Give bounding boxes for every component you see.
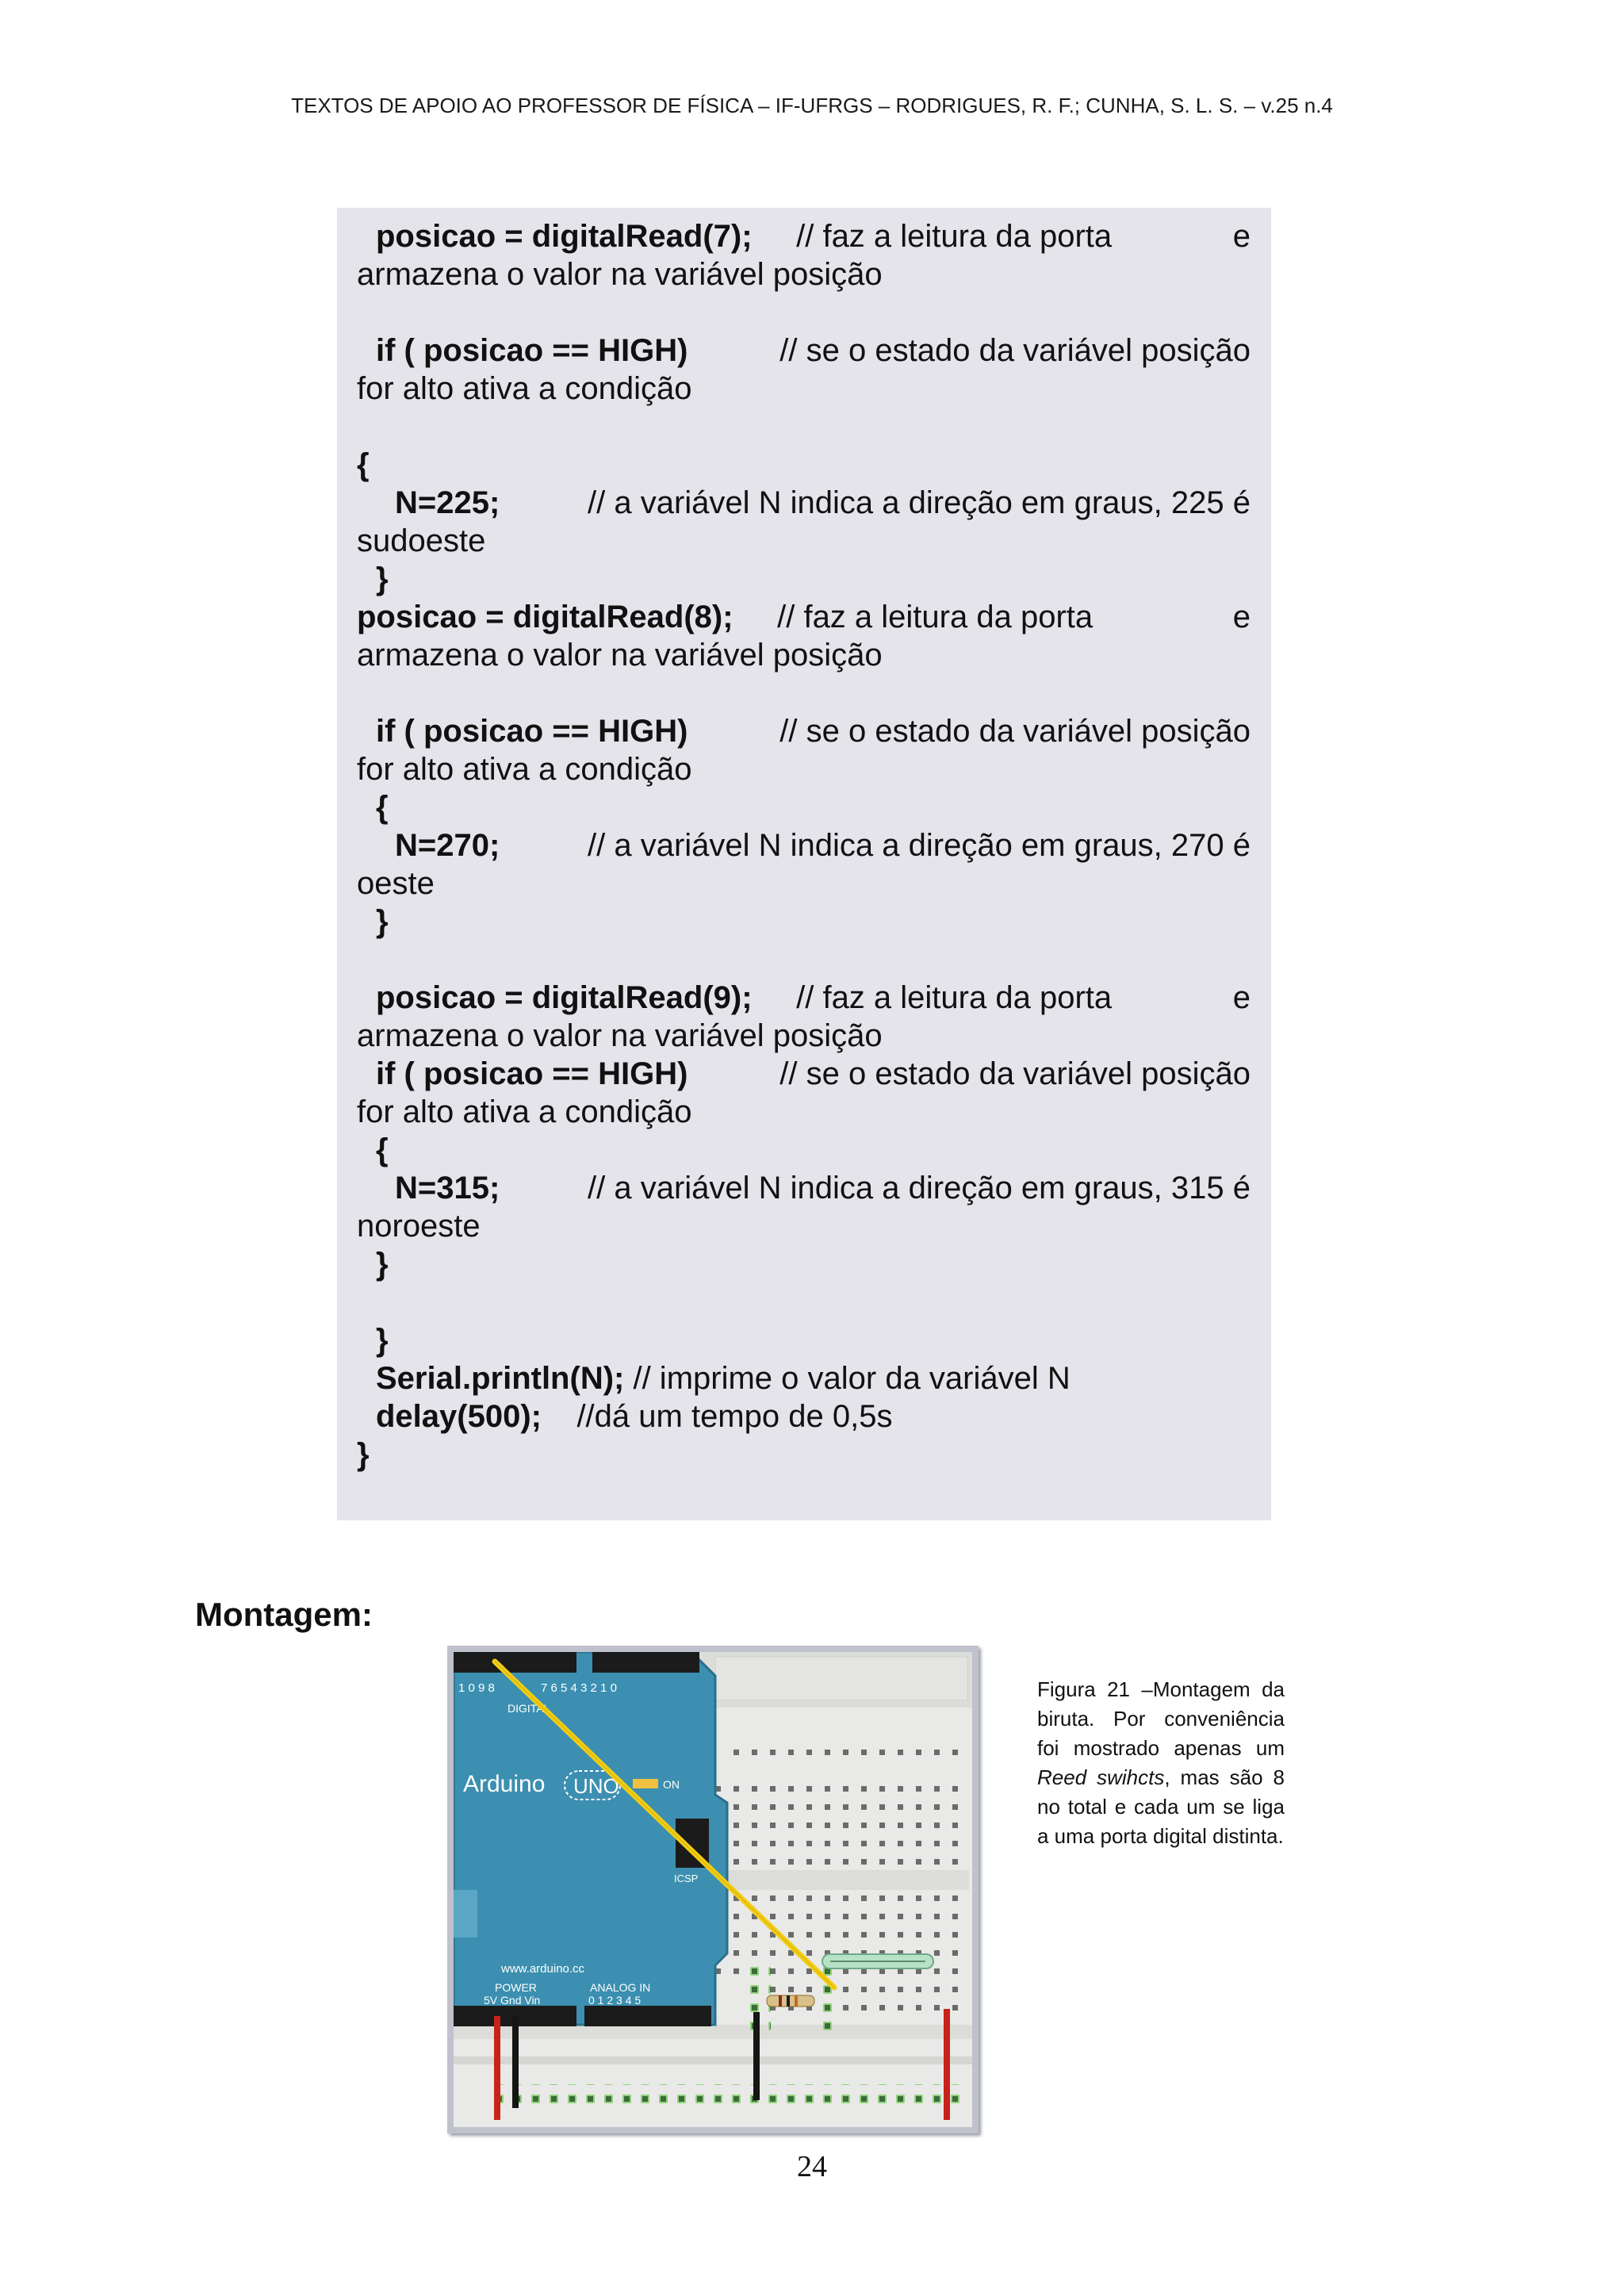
code-comment: e [1232, 219, 1251, 254]
code-comment-cont: armazena o valor na variável posição [357, 257, 883, 292]
code-comment: // imprime o valor da variável N [633, 1361, 1071, 1396]
code-brace: } [357, 1437, 370, 1472]
code-comment: e [1232, 600, 1251, 634]
svg-text:ANALOG IN: ANALOG IN [590, 1981, 651, 1994]
code-brace: } [376, 562, 389, 596]
code-brace: } [376, 904, 389, 939]
code-statement: if ( posicao == HIGH) [376, 1056, 688, 1091]
code-comment-cont: oeste [357, 866, 435, 901]
svg-text:5V Gnd Vin: 5V Gnd Vin [484, 1994, 541, 2007]
code-line [357, 484, 1251, 522]
svg-text:1 0 9 8: 1 0 9 8 [458, 1681, 495, 1695]
code-comment-cont: armazena o valor na variável posição [357, 638, 883, 673]
code-brace: } [376, 1247, 389, 1282]
code-line [357, 1397, 1251, 1435]
code-listing [337, 208, 1271, 1520]
code-comment-cont: sudoeste [357, 523, 486, 558]
code-comment: // se o estado da variável posição [779, 333, 1251, 368]
digital-header [592, 1652, 699, 1673]
code-line [357, 1359, 1251, 1397]
code-line [357, 1055, 1251, 1093]
code-comment: //dá um tempo de 0,5s [576, 1399, 893, 1434]
code-brace: { [376, 1133, 389, 1167]
analog-header [584, 2006, 711, 2026]
code-statement: delay(500); [376, 1399, 542, 1434]
power-led [633, 1779, 658, 1788]
code-statement: N=315; [395, 1171, 500, 1205]
code-comment: e [1232, 980, 1251, 1015]
breadboard-holes [715, 1783, 969, 1870]
code-comment-cont: noroeste [357, 1209, 481, 1244]
code-comment-cont: armazena o valor na variável posição [357, 1018, 883, 1053]
code-comment: // faz a leitura da porta [777, 600, 1094, 634]
code-comment: // faz a leitura da porta [796, 219, 1113, 254]
code-comment: // a variável N indica a direção em graus, 315 é [588, 1171, 1251, 1205]
svg-text:ON: ON [663, 1778, 680, 1791]
code-brace: } [376, 1323, 389, 1358]
section-title: Montagem: [195, 1596, 373, 1633]
code-comment-cont: for alto ativa a condição [357, 371, 692, 406]
code-line [357, 332, 1251, 370]
code-line [357, 979, 1251, 1017]
code-line [357, 712, 1251, 750]
code-comment: // faz a leitura da porta [796, 980, 1113, 1015]
breadboard-holes [727, 1747, 965, 1765]
svg-text:7 6 5 4 3 2 1 0: 7 6 5 4 3 2 1 0 [541, 1681, 617, 1695]
code-statement: posicao = digitalRead(8); [357, 600, 733, 634]
svg-text:0 1 2 3 4 5: 0 1 2 3 4 5 [588, 1994, 642, 2007]
code-statement: N=270; [395, 828, 500, 863]
code-brace: { [376, 790, 389, 825]
digital-header [454, 1652, 576, 1673]
assembly-figure [447, 1646, 979, 2133]
power-rail-holes [485, 2084, 961, 2103]
code-comment-cont: for alto ativa a condição [357, 752, 692, 787]
code-statement: N=225; [395, 485, 500, 520]
running-header: TEXTOS DE APOIO AO PROFESSOR DE FÍSICA – IF-UFRGS – RODRIGUES, R. F.; CUNHA, S. L. S. – v.25 n.4 [291, 94, 1333, 117]
figure-caption: Figura 21 –Montagem da biruta. Por conveniência foi mostrado apenas um Reed swihcts, mas são 8 no total e cada um se liga a uma porta digital distinta. [1037, 1677, 1285, 1848]
page-number: 24 [797, 2150, 827, 2183]
code-statement: if ( posicao == HIGH) [376, 333, 688, 368]
code-line [357, 598, 1251, 636]
code-statement: posicao = digitalRead(9); [376, 980, 753, 1015]
code-comment: // a variável N indica a direção em graus, 225 é [588, 485, 1251, 520]
code-comment-cont: for alto ativa a condição [357, 1094, 692, 1129]
digital-label: DIGITAL [508, 1702, 550, 1715]
code-statement: posicao = digitalRead(7); [376, 219, 753, 254]
arduino-breadboard-illustration [454, 1652, 972, 2127]
code-comment: // se o estado da variável posição [779, 1056, 1251, 1091]
code-line [357, 217, 1251, 255]
arduino-brand-label: Arduino [463, 1771, 546, 1797]
code-line [357, 1169, 1251, 1207]
code-comment: // a variável N indica a direção em graus, 270 é [588, 828, 1251, 863]
code-comment: // se o estado da variável posição [779, 714, 1251, 749]
svg-text:www.arduino.cc: www.arduino.cc [501, 1962, 585, 1976]
resistor [767, 1995, 814, 2007]
svg-text:ICSP: ICSP [674, 1872, 699, 1884]
code-brace: { [357, 447, 370, 482]
arduino-model-label: UNO [573, 1774, 619, 1798]
code-statement: if ( posicao == HIGH) [376, 714, 688, 749]
svg-text:POWER: POWER [495, 1981, 537, 1994]
code-line [357, 826, 1251, 864]
code-statement: Serial.println(N); [376, 1361, 625, 1396]
